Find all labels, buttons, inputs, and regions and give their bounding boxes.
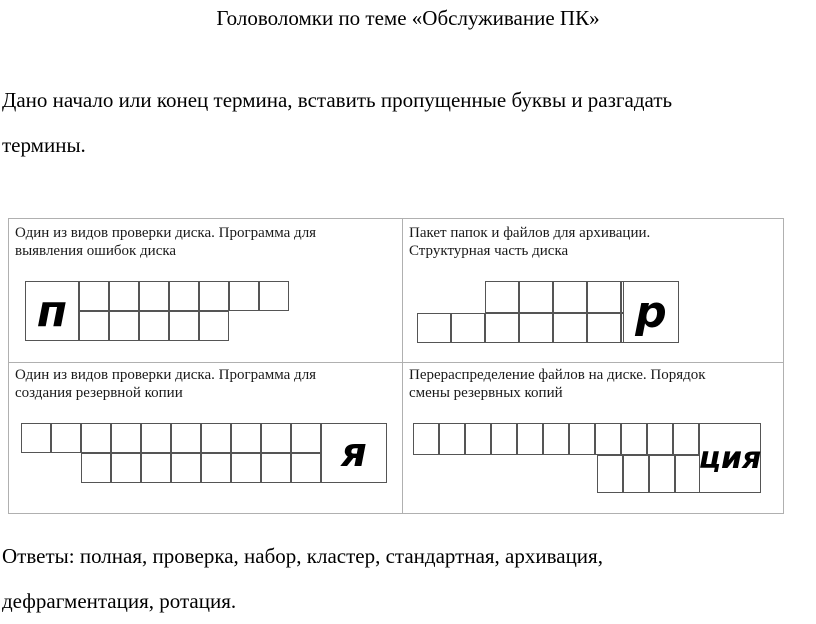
letter-box[interactable] — [485, 313, 519, 343]
answers-line-1: Ответы: полная, проверка, набор, кластер, стандартная, архивация, — [2, 544, 603, 568]
letter-box[interactable] — [519, 281, 553, 313]
puzzle-2-clue-line-2: Структурная часть диска — [409, 243, 569, 259]
letter-box[interactable] — [139, 311, 169, 341]
puzzle-cell-4 — [403, 363, 783, 513]
letter-box[interactable] — [649, 455, 675, 493]
letter-box[interactable] — [111, 423, 141, 453]
letter-box[interactable] — [623, 455, 649, 493]
letter-box[interactable] — [647, 423, 673, 455]
letter-box[interactable] — [261, 453, 291, 483]
letter-box[interactable] — [485, 281, 519, 313]
answers-line-2: дефрагментация, ротация. — [2, 589, 237, 613]
puzzle-table — [8, 218, 784, 514]
letter-box[interactable] — [597, 455, 623, 493]
letter-box[interactable] — [417, 313, 451, 343]
letter-box[interactable] — [451, 313, 485, 343]
letter-box[interactable] — [81, 423, 111, 453]
letter-box[interactable] — [79, 281, 109, 311]
letter-box[interactable] — [139, 281, 169, 311]
letter-box[interactable] — [519, 313, 553, 343]
letter-box[interactable] — [21, 423, 51, 453]
puzzle-3-clue-line-2: создания резервной копии — [15, 385, 183, 401]
puzzle-3-clue-line-1: Один из видов проверки диска. Программа для — [15, 367, 317, 383]
puzzle-1-clue-line-1: Один из видов проверки диска. Программа для — [15, 225, 317, 241]
letter-box[interactable] — [109, 281, 139, 311]
letter-box[interactable] — [231, 423, 261, 453]
letter-box[interactable] — [491, 423, 517, 455]
letter-box[interactable] — [169, 281, 199, 311]
letter-box[interactable] — [79, 311, 109, 341]
page-title: Головоломки по теме «Обслуживание ПК» — [216, 6, 600, 30]
puzzle-2-clue-line-1: Пакет папок и файлов для архивации. — [409, 225, 651, 241]
letter-box[interactable] — [169, 311, 199, 341]
letter-box[interactable] — [231, 453, 261, 483]
puzzle-cell-1 — [9, 219, 402, 362]
letter-box[interactable] — [413, 423, 439, 455]
letter-box[interactable] — [201, 423, 231, 453]
letter-box[interactable] — [111, 453, 141, 483]
letter-box[interactable] — [439, 423, 465, 455]
puzzle-4-clue-line-2: смены резервных копий — [409, 385, 563, 401]
puzzle-4-clue-line-1: Перераспределение файлов на диске. Порядок — [409, 367, 706, 383]
letter-box[interactable] — [517, 423, 543, 455]
letter-box[interactable] — [587, 313, 621, 343]
puzzle-1-clue-line-2: выявления ошибок диска — [15, 243, 177, 259]
given-letter-box: р — [623, 281, 679, 343]
letter-box[interactable] — [465, 423, 491, 455]
letter-box[interactable] — [595, 423, 621, 455]
letter-box[interactable] — [199, 311, 229, 341]
letter-box[interactable] — [109, 311, 139, 341]
letter-box[interactable] — [291, 423, 321, 453]
letter-box[interactable] — [261, 423, 291, 453]
letter-box[interactable] — [259, 281, 289, 311]
letter-box[interactable] — [543, 423, 569, 455]
letter-box[interactable] — [141, 423, 171, 453]
letter-box[interactable] — [553, 281, 587, 313]
letter-box[interactable] — [291, 453, 321, 483]
letter-box[interactable] — [201, 453, 231, 483]
letter-box[interactable] — [553, 313, 587, 343]
given-letter-box: п — [25, 281, 79, 341]
letter-box[interactable] — [229, 281, 259, 311]
letter-box[interactable] — [621, 423, 647, 455]
letter-box[interactable] — [199, 281, 229, 311]
letter-box[interactable] — [171, 453, 201, 483]
task-text-line-2: термины. — [2, 133, 86, 157]
given-letter-box: я — [321, 423, 387, 483]
letter-box[interactable] — [675, 455, 701, 493]
letter-box[interactable] — [569, 423, 595, 455]
puzzle-cell-3 — [9, 363, 402, 513]
puzzle-cell-2 — [403, 219, 783, 362]
letter-box[interactable] — [673, 423, 699, 455]
task-text-line-1: Дано начало или конец термина, вставить пропущенные буквы и разгадать — [2, 88, 673, 112]
letter-box[interactable] — [51, 423, 81, 453]
letter-box[interactable] — [141, 453, 171, 483]
letter-box[interactable] — [81, 453, 111, 483]
letter-box[interactable] — [171, 423, 201, 453]
given-letter-box: ция — [699, 423, 761, 493]
letter-box[interactable] — [587, 281, 621, 313]
